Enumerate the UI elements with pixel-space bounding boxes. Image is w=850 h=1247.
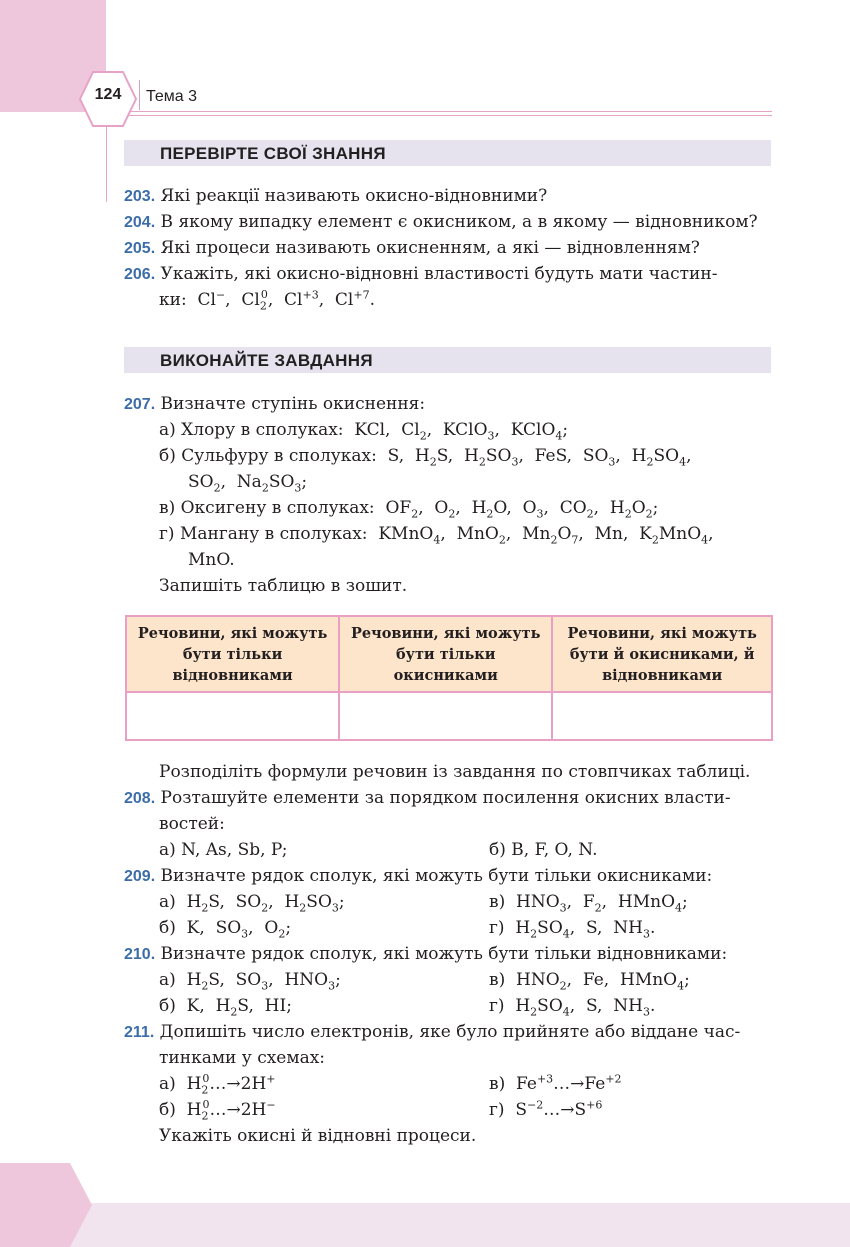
- formula-list: Cl−, $Cl_2^0$, $Cl^{+3}$, $Cl^{+7}$.: [192, 288, 375, 313]
- question-207: [124, 394, 425, 415]
- question-203: [124, 186, 547, 207]
- question-number: 210.: [124, 946, 156, 963]
- item-text: б) B, F, O, N.: [489, 840, 598, 860]
- question-207-d-cont: [188, 550, 235, 570]
- formula-list: KCl, $Cl_2$, KClO$_3$, KClO$_4$;: [348, 420, 569, 443]
- formula-list: $OF_2$, $O_2$, $H_2O$, $O_3$, $CO_2$, $H_2O_2$;: [380, 498, 659, 521]
- question-208: [124, 788, 731, 809]
- topic-divider: [139, 80, 140, 110]
- formula-list: г) $H_2SO_4$, S, $NH_3$.: [489, 918, 656, 941]
- table-instruction: [159, 576, 407, 596]
- formula-list: а) $H_2S$, $SO_3$, $HNO_3$;: [159, 970, 341, 993]
- question-211: [124, 1022, 740, 1043]
- header-rule-2: [106, 115, 772, 116]
- question-number: 208.: [124, 790, 156, 807]
- question-text: Визначте рядок сполук, які можуть бути тільки окисниками:: [160, 866, 713, 886]
- question-211-a: [159, 1072, 276, 1097]
- answer-table: [125, 615, 773, 741]
- question-206: [124, 264, 717, 285]
- question-number: 209.: [124, 868, 156, 885]
- question-211-b: [159, 1098, 276, 1123]
- question-207-b: [159, 446, 692, 469]
- formula-list: г) $S^{-2}\dots\to S^{+6}$: [489, 1098, 603, 1120]
- question-text: Визначте ступінь окиснення:: [160, 394, 426, 414]
- table-header-row: [126, 616, 772, 692]
- item-label: в) Оксигену в сполуках:: [159, 498, 375, 518]
- formula-list: б) $H_2^0\dots\to 2H^-$: [159, 1098, 276, 1123]
- formula-list: $SO_2$, $Na_2SO_3$;: [188, 472, 308, 495]
- question-209: [124, 866, 712, 887]
- formula-list: в) $HNO_3$, $F_2$, HMnO$_4$;: [489, 892, 688, 915]
- instruction-text: Розподіліть формули речовин із завдання по стовпчиках таблиці.: [159, 762, 751, 782]
- topic-label: Тема 3: [146, 88, 198, 105]
- question-210-d: [489, 996, 656, 1019]
- distribute-instruction: [159, 762, 750, 782]
- question-208-a: [159, 840, 287, 860]
- formula-list: б) K, $SO_3$, $O_2$;: [159, 918, 292, 941]
- question-210-b: [159, 996, 292, 1019]
- question-number: 207.: [124, 396, 156, 413]
- question-text: Розташуйте елементи за порядком посилення окисних власти-: [160, 788, 731, 808]
- question-207-c: [159, 498, 659, 521]
- formula-list: KMnO$_4$, MnO$_2$, $Mn_2O_7$, Mn, $K_2MnO_4$,: [372, 524, 714, 547]
- instruction-text: Запишіть таблицю в зошит.: [159, 576, 408, 596]
- question-208-cont: [159, 814, 225, 834]
- table-header: Речовини, які можуть бути й окисниками, й відновниками: [552, 616, 772, 692]
- question-209-a: [159, 892, 345, 915]
- table-header: Речовини, які можуть бути тільки окисниками: [339, 616, 552, 692]
- formula-list: г) $H_2SO_4$, S, $NH_3$.: [489, 996, 656, 1019]
- header-rule: [106, 111, 772, 112]
- question-209-b: [159, 918, 292, 941]
- formula-list: в) $Fe^{+3}\dots\to Fe^{+2}$: [489, 1072, 622, 1094]
- section-check-knowledge: [124, 140, 771, 166]
- question-text: Визначте рядок сполук, які можуть бути тільки відновниками:: [160, 944, 728, 964]
- question-211-d: [489, 1100, 602, 1120]
- question-211-final: [159, 1126, 476, 1146]
- item-text: а) N, As, Sb, P;: [159, 840, 288, 860]
- question-206-cont: [159, 288, 375, 313]
- question-209-d: [489, 918, 656, 941]
- question-210-c: [489, 970, 690, 993]
- instruction-text: Укажіть окисні й відновні процеси.: [159, 1126, 477, 1146]
- formula-list: а) $H_2S$, $SO_2$, $H_2SO_3$;: [159, 892, 345, 915]
- table-header: Речовини, які можуть бути тільки відновниками: [126, 616, 339, 692]
- question-number: 203.: [124, 188, 156, 205]
- question-211-cont: [159, 1048, 325, 1068]
- question-text: востей:: [159, 814, 225, 834]
- section-title: ПЕРЕВІРТЕ СВОЇ ЗНАННЯ: [160, 144, 386, 163]
- item-label: а) Хлору в сполуках:: [159, 420, 344, 440]
- formula-list: в) $HNO_2$, Fe, HMnO$_4$;: [489, 970, 690, 993]
- formula-list: MnO.: [188, 550, 235, 570]
- question-210: [124, 944, 727, 965]
- question-207-b-cont: [188, 472, 308, 495]
- table-row: [126, 692, 772, 740]
- question-text: В якому випадку елемент є окисником, а в якому — відновником?: [160, 212, 758, 232]
- question-number: 204.: [124, 214, 156, 231]
- question-text: тинками у схемах:: [159, 1048, 326, 1068]
- question-207-a: [159, 420, 569, 443]
- item-label: б) Сульфуру в сполуках:: [159, 446, 377, 466]
- question-text: Які процеси називають окисненням, а які — відновленням?: [160, 238, 700, 258]
- section-title: ВИКОНАЙТЕ ЗАВДАННЯ: [160, 351, 373, 370]
- formula-list: а) $H_2^0\dots\to 2H^+$: [159, 1072, 276, 1097]
- page-number: 124: [94, 86, 122, 103]
- question-text: Які реакції називають окисно-відновними?: [160, 186, 548, 206]
- question-text: Укажіть, які окисно-відновні властивості будуть мати частин-: [160, 264, 718, 284]
- formula-list: б) K, $H_2S$, HI;: [159, 996, 292, 1019]
- table-cell: [552, 692, 772, 740]
- question-text: ки:: [159, 290, 187, 310]
- footer-arrow-decoration: [0, 1163, 92, 1247]
- item-label: г) Мангану в сполуках:: [159, 524, 368, 544]
- question-number: 206.: [124, 266, 156, 283]
- section-do-tasks: [124, 347, 771, 373]
- formula-list: S, $H_2S$, $H_2SO_3$, FeS, $SO_3$, $H_2SO_4$,: [382, 446, 692, 469]
- question-210-a: [159, 970, 341, 993]
- question-205: [124, 238, 700, 259]
- question-204: [124, 212, 758, 233]
- footer-band: [0, 1203, 850, 1247]
- table-cell: [339, 692, 552, 740]
- question-207-d: [159, 524, 714, 547]
- question-209-c: [489, 892, 688, 915]
- question-208-b: [489, 840, 597, 860]
- table-cell: [126, 692, 339, 740]
- question-text: Допишіть число електронів, яке було прийняте або віддане час-: [159, 1022, 741, 1042]
- question-number: 205.: [124, 240, 156, 257]
- question-211-c: [489, 1074, 622, 1094]
- question-number: 211.: [124, 1024, 155, 1041]
